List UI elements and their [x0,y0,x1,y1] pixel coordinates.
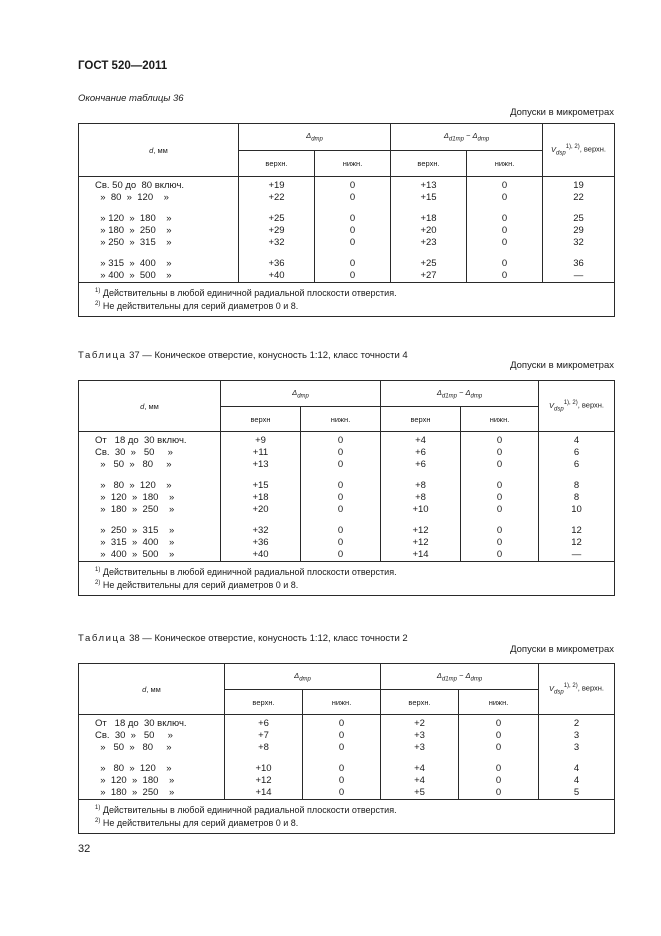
subheader-lower: нижн. [303,690,381,715]
table-row [79,177,615,193]
value-cell: 0 [461,432,539,448]
col-vdsp-header: $V_{dsp}^{1), 2)}$, верхн. [539,664,615,715]
footnote-1: $^{1)}$ Действительны в любой единичной радиальной плоскости отверстия. [95,288,397,298]
diameter-range-cell: » 250 » 315 » [79,525,221,537]
value-cell: 22 [543,192,615,204]
value-cell: +15 [221,480,301,492]
value-cell: +25 [391,258,467,270]
value-cell: +6 [381,447,461,459]
value-cell: 0 [459,775,539,787]
table-row [79,525,615,537]
table-row [79,258,615,270]
value-cell: 0 [461,537,539,549]
value-cell: 3 [539,730,615,742]
table-row [79,225,615,237]
col-d-header: d, мм [79,124,239,177]
value-cell: +6 [381,459,461,471]
footnote-2: $^{2)}$ Не действительны для серий диаметров 0 и 8. [95,301,299,311]
table-row [79,432,615,448]
value-cell: +27 [391,270,467,283]
diameter-range-cell: Св. 50 до 80 включ. [79,177,239,193]
col-vdsp-header: $V_{dsp}^{1), 2)}$, верхн. [543,124,615,177]
value-cell: 0 [303,787,381,800]
row-spacer [79,516,615,525]
value-cell: +13 [391,177,467,193]
value-cell: 0 [461,447,539,459]
value-cell: +14 [225,787,303,800]
value-cell: 0 [459,742,539,754]
value-cell: 2 [539,715,615,731]
value-cell: +11 [221,447,301,459]
table37-units: Допуски в микрометрах [510,360,614,371]
value-cell: +4 [381,775,459,787]
diameter-range-cell: » 180 » 250 » [79,787,225,800]
diameter-range-cell: » 400 » 500 » [79,270,239,283]
value-cell: 29 [543,225,615,237]
col-delta-d1mp-header: $\Delta_{d1mp} - \Delta_{dmp}$ [381,381,539,407]
value-cell: 10 [539,504,615,516]
value-cell: 0 [461,480,539,492]
diameter-range-cell: » 80 » 120 » [79,192,239,204]
footnote-1: $^{1)}$ Действительны в любой единичной радиальной плоскости отверстия. [95,567,397,577]
table-row [79,192,615,204]
footnote-2: $^{2)}$ Не действительны для серий диаметров 0 и 8. [95,580,299,590]
value-cell: 3 [539,742,615,754]
table-37 [78,380,615,596]
value-cell: 0 [461,459,539,471]
table-row [79,775,615,787]
diameter-range-cell: Св. 30 » 50 » [79,730,225,742]
subheader-lower: нижн. [467,151,543,177]
value-cell: 0 [303,730,381,742]
value-cell: 4 [539,763,615,775]
row-spacer [79,471,615,480]
value-cell: 4 [539,432,615,448]
value-cell: 0 [303,763,381,775]
value-cell: 0 [301,459,381,471]
value-cell: — [543,270,615,283]
subheader-lower: нижн. [315,151,391,177]
value-cell: +12 [381,525,461,537]
value-cell: +8 [381,492,461,504]
value-cell: 5 [539,787,615,800]
value-cell: 25 [543,213,615,225]
row-spacer [79,204,615,213]
col-delta-d1mp-header: $\Delta_{d1mp} - \Delta_{dmp}$ [391,124,543,151]
value-cell: 12 [539,525,615,537]
page-number: 32 [78,843,91,855]
value-cell: +40 [239,270,315,283]
col-delta-dmp-header: $\Delta_{dmp}$ [221,381,381,407]
footnote-1: $^{1)}$ Действительны в любой единичной радиальной плоскости отверстия. [95,805,397,815]
value-cell: +8 [225,742,303,754]
col-delta-dmp-header: $\Delta_{dmp}$ [239,124,391,151]
value-cell: 0 [301,504,381,516]
value-cell: +12 [381,537,461,549]
value-cell: 0 [461,525,539,537]
value-cell: +4 [381,432,461,448]
table-row [79,270,615,283]
table38-caption: Таблица 38 — Коническое отверстие, конусность 1:12, класс точности 2 [78,633,408,644]
value-cell: 0 [301,492,381,504]
table-row [79,537,615,549]
value-cell: +7 [225,730,303,742]
table-row [79,213,615,225]
table36-units: Допуски в микрометрах [510,107,614,118]
value-cell: 0 [301,480,381,492]
subheader-upper: верхн. [381,690,459,715]
value-cell: 19 [543,177,615,193]
table-row [79,763,615,775]
value-cell: +6 [225,715,303,731]
value-cell: 0 [467,258,543,270]
value-cell: +20 [391,225,467,237]
diameter-range-cell: » 400 » 500 » [79,549,221,562]
value-cell: 0 [301,447,381,459]
value-cell: 8 [539,480,615,492]
diameter-range-cell: » 180 » 250 » [79,504,221,516]
table-row [79,742,615,754]
table38-notes [79,800,615,834]
diameter-range-cell: » 120 » 180 » [79,213,239,225]
value-cell: +3 [381,730,459,742]
subheader-lower: нижн. [461,407,539,432]
value-cell: 0 [315,225,391,237]
value-cell: +9 [221,432,301,448]
subheader-upper: верхн. [225,690,303,715]
value-cell: +40 [221,549,301,562]
subheader-upper: верхн [221,407,301,432]
value-cell: 6 [539,459,615,471]
table-row [79,237,615,249]
table36-caption: Окончание таблицы 36 [78,93,184,104]
value-cell: +8 [381,480,461,492]
value-cell: 0 [315,177,391,193]
diameter-range-cell: » 180 » 250 » [79,225,239,237]
value-cell: +18 [221,492,301,504]
value-cell: 0 [315,237,391,249]
value-cell: 0 [301,525,381,537]
subheader-lower: нижн. [301,407,381,432]
value-cell: 0 [459,715,539,731]
value-cell: +10 [381,504,461,516]
table-row [79,549,615,562]
value-cell: +25 [239,213,315,225]
table-row [79,504,615,516]
table-row [79,480,615,492]
value-cell: 0 [461,549,539,562]
diameter-range-cell: » 50 » 80 » [79,459,221,471]
col-delta-dmp-header: $\Delta_{dmp}$ [225,664,381,690]
value-cell: +14 [381,549,461,562]
subheader-upper: верхн. [391,151,467,177]
diameter-range-cell: » 80 » 120 » [79,480,221,492]
table-38 [78,663,615,834]
value-cell: 0 [461,504,539,516]
value-cell: +29 [239,225,315,237]
diameter-range-cell: » 315 » 400 » [79,537,221,549]
table-row [79,715,615,731]
value-cell: +18 [391,213,467,225]
table37-caption: Таблица 37 — Коническое отверстие, конусность 1:12, класс точности 4 [78,350,408,361]
diameter-range-cell: » 315 » 400 » [79,258,239,270]
value-cell: 0 [467,237,543,249]
diameter-range-cell: Св. 30 » 50 » [79,447,221,459]
value-cell: 0 [303,742,381,754]
value-cell: +23 [391,237,467,249]
value-cell: 0 [303,715,381,731]
value-cell: 0 [315,258,391,270]
value-cell: 0 [459,787,539,800]
value-cell: 4 [539,775,615,787]
value-cell: +32 [221,525,301,537]
value-cell: 0 [459,763,539,775]
subheader-upper: верхн [381,407,461,432]
table-row [79,459,615,471]
table-row [79,787,615,800]
value-cell: 0 [467,270,543,283]
footnote-2: $^{2)}$ Не действительны для серий диаметров 0 и 8. [95,818,299,828]
value-cell: +2 [381,715,459,731]
table37-notes [79,562,615,596]
diameter-range-cell: » 120 » 180 » [79,492,221,504]
diameter-range-cell: » 80 » 120 » [79,763,225,775]
row-spacer [79,754,615,763]
value-cell: 0 [301,432,381,448]
col-vdsp-header: $V_{dsp}^{1), 2)}$, верхн. [539,381,615,432]
value-cell: 12 [539,537,615,549]
table-row [79,492,615,504]
value-cell: +36 [239,258,315,270]
table38-units: Допуски в микрометрах [510,644,614,655]
col-delta-d1mp-header: $\Delta_{d1mp} - \Delta_{dmp}$ [381,664,539,690]
value-cell: 0 [467,213,543,225]
value-cell: 0 [303,775,381,787]
row-spacer [79,249,615,258]
subheader-lower: нижн. [459,690,539,715]
value-cell: 0 [467,225,543,237]
value-cell: 36 [543,258,615,270]
value-cell: 0 [315,270,391,283]
value-cell: 6 [539,447,615,459]
table-row [79,447,615,459]
value-cell: — [539,549,615,562]
value-cell: 0 [301,537,381,549]
value-cell: 0 [461,492,539,504]
value-cell: +20 [221,504,301,516]
table-row [79,730,615,742]
value-cell: 8 [539,492,615,504]
value-cell: +15 [391,192,467,204]
value-cell: +5 [381,787,459,800]
value-cell: +22 [239,192,315,204]
value-cell: +12 [225,775,303,787]
diameter-range-cell: » 250 » 315 » [79,237,239,249]
table-36 [78,123,615,317]
diameter-range-cell: От 18 до 30 включ. [79,715,225,731]
value-cell: 0 [315,213,391,225]
value-cell: +13 [221,459,301,471]
value-cell: +19 [239,177,315,193]
col-d-header: d, мм [79,381,221,432]
value-cell: 0 [301,549,381,562]
diameter-range-cell: » 120 » 180 » [79,775,225,787]
diameter-range-cell: » 50 » 80 » [79,742,225,754]
value-cell: +10 [225,763,303,775]
diameter-range-cell: От 18 до 30 включ. [79,432,221,448]
value-cell: 0 [315,192,391,204]
value-cell: 32 [543,237,615,249]
value-cell: 0 [467,192,543,204]
col-d-header: d, мм [79,664,225,715]
document-header: ГОСТ 520—2011 [78,60,168,72]
value-cell: +3 [381,742,459,754]
value-cell: +32 [239,237,315,249]
value-cell: 0 [467,177,543,193]
value-cell: +36 [221,537,301,549]
subheader-upper: верхн. [239,151,315,177]
table36-notes [79,283,615,317]
value-cell: +4 [381,763,459,775]
value-cell: 0 [459,730,539,742]
